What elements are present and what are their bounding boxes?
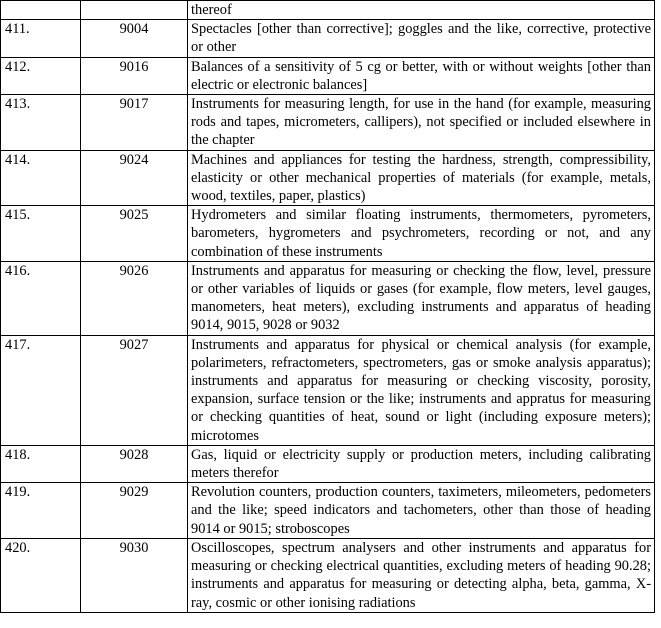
table-row xyxy=(1,483,655,539)
heading-code-cell: 9025 xyxy=(81,206,188,262)
heading-code-cell: 9017 xyxy=(81,95,188,151)
table-row xyxy=(1,445,655,482)
serial-number-cell: 419. xyxy=(1,483,81,539)
table-row xyxy=(1,57,655,94)
description-cell: Revolution counters, production counters, taximeters, mileometers, pedometers and the like; speed indicators and tachometers, other than those of heading 9014 or 9015; stroboscopes xyxy=(188,483,655,539)
description-cell: Oscilloscopes, spectrum analysers and other instruments and apparatus for measuring or checking electrical quantities, excluding meters of heading 90.28; instruments and apparatus for measuring or detecting alpha, beta, gamma, X-ray, cosmic or other ionising radiations xyxy=(188,538,655,612)
description-cell: Instruments and apparatus for physical or chemical analysis (for example, polarimeters, refractometers, spectrometers, gas or smoke analysis apparatus); instruments and apparatus for measuring or checking viscosity, porosity, expansion, surface tension or the like; instruments and appratus for measuring or checking quantities of heat, sound or light (including exposure meters); microtomes xyxy=(188,335,655,445)
description-cell: Gas, liquid or electricity supply or production meters, including calibrating meters therefor xyxy=(188,445,655,482)
description-cell: Balances of a sensitivity of 5 cg or better, with or without weights [other than electric or electronic balances] xyxy=(188,57,655,94)
table-row xyxy=(1,538,655,612)
serial-number-cell: 411. xyxy=(1,20,81,57)
heading-code-cell: 9004 xyxy=(81,20,188,57)
serial-number-cell: 416. xyxy=(1,261,81,335)
sno-cell xyxy=(1,1,81,20)
heading-code-cell: 9026 xyxy=(81,261,188,335)
heading-code-cell: 9027 xyxy=(81,335,188,445)
description-cell: Spectacles [other than corrective]; goggles and the like, corrective, protective or other xyxy=(188,20,655,57)
serial-number-cell: 414. xyxy=(1,150,81,206)
table-row xyxy=(1,20,655,57)
serial-number-cell: 420. xyxy=(1,538,81,612)
table-row xyxy=(1,95,655,151)
heading-code-cell: 9016 xyxy=(81,57,188,94)
table-row xyxy=(1,150,655,206)
table-row xyxy=(1,261,655,335)
description-cell: Instruments for measuring length, for use in the hand (for example, measuring rods and tapes, micrometers, callipers), not specified or included elsewhere in the chapter xyxy=(188,95,655,151)
serial-number-cell: 413. xyxy=(1,95,81,151)
serial-number-cell: 417. xyxy=(1,335,81,445)
table-row xyxy=(1,206,655,262)
table-row-continuation xyxy=(1,1,655,20)
description-cell: Hydrometers and similar floating instruments, thermometers, pyrometers, barometers, hygrometers and psychrometers, recording or not, and any combination of these instruments xyxy=(188,206,655,262)
table-row xyxy=(1,335,655,445)
serial-number-cell: 418. xyxy=(1,445,81,482)
serial-number-cell: 415. xyxy=(1,206,81,262)
code-cell xyxy=(81,1,188,20)
heading-code-cell: 9029 xyxy=(81,483,188,539)
description-cell: Machines and appliances for testing the hardness, strength, compressibility, elasticity or other mechanical properties of materials (for example, metals, wood, textiles, paper, plastics) xyxy=(188,150,655,206)
description-cell: Instruments and apparatus for measuring or checking the flow, level, pressure or other variables of liquids or gases (for example, flow meters, level gauges, manometers, heat meters), excluding instruments and apparatus of heading 9014, 9015, 9028 or 9032 xyxy=(188,261,655,335)
description-cell: thereof xyxy=(188,1,655,20)
heading-code-cell: 9028 xyxy=(81,445,188,482)
table-body xyxy=(1,1,655,613)
heading-code-cell: 9030 xyxy=(81,538,188,612)
serial-number-cell: 412. xyxy=(1,57,81,94)
heading-code-cell: 9024 xyxy=(81,150,188,206)
